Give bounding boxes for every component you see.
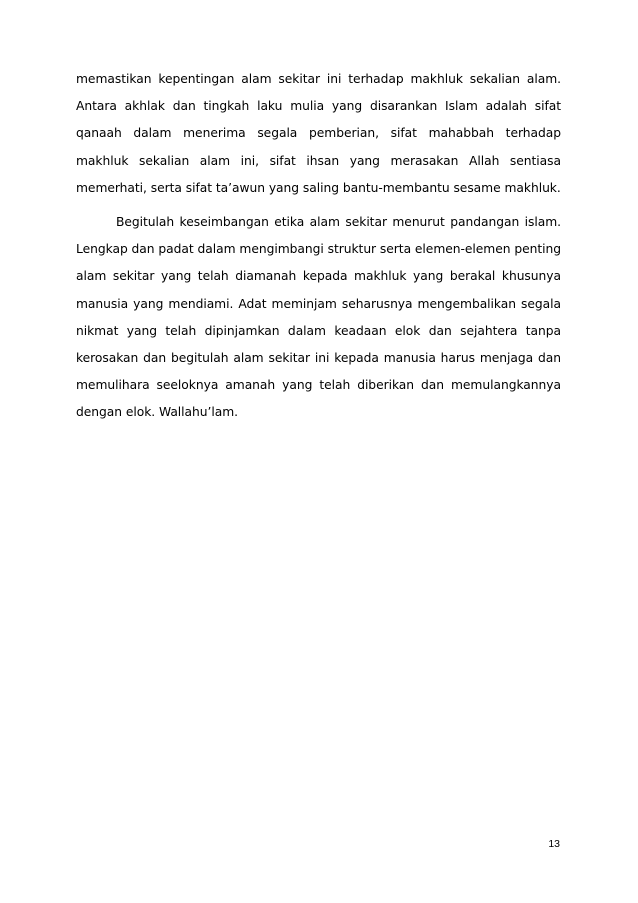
body-text [76,66,561,427]
page-number: 13 [548,838,560,850]
paragraph-2: Begitulah keseimbangan etika alam sekitar menurut pandangan islam. Lengkap dan padat dalam mengimbangi struktur serta elemen-elemen penting alam sekitar yang telah diamanah kepada makhluk yang berakal khusunya manusia yang mendiami. Adat meminjam seharusnya mengembalikan segala nikmat yang telah dipinjamkan dalam keadaan elok dan sejahtera tanpa kerosakan dan begitulah alam sekitar ini kepada manusia harus menjaga dan memulihara seeloknya amanah yang telah diberikan dan memulangkannya dengan elok. Wallahu’lam. [76,215,561,420]
paragraph-1: memastikan kepentingan alam sekitar ini terhadap makhluk sekalian alam. Antara akhlak dan tingkah laku mulia yang disarankan Islam adalah sifat qanaah dalam menerima segala pemberian, sifat mahabbah terhadap makhluk sekalian alam ini, sifat ihsan yang merasakan Allah sentiasa memerhati, serta sifat ta’awun yang saling bantu-membantu sesame makhluk. [76,72,561,195]
